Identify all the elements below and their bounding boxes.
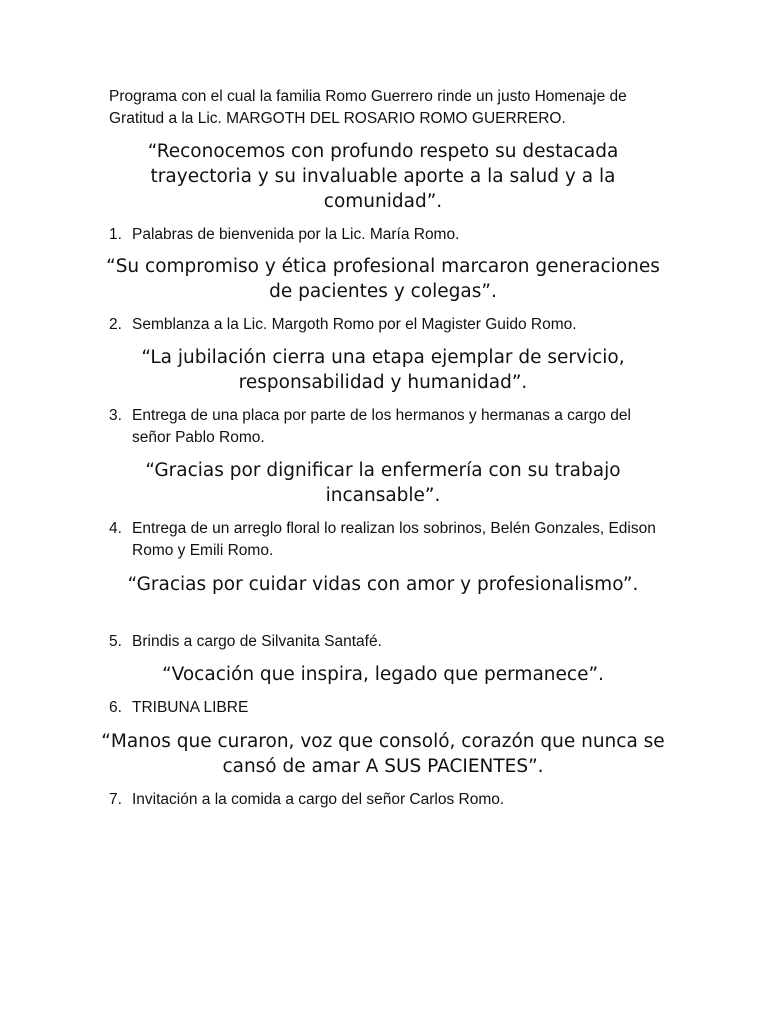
item-text: Entrega de un arreglo floral lo realizan los sobrinos, Belén Gonzales, Edison Romo y Emili Romo. — [132, 520, 656, 559]
item-number: 5. — [109, 633, 122, 650]
quote-3: “La jubilación cierra una etapa ejemplar de servicio, responsabilidad y humanidad”. — [141, 347, 625, 393]
program-item-4 — [109, 518, 669, 562]
item-text: Brindis a cargo de Silvanita Santafé. — [132, 633, 382, 650]
quote-2: “Su compromiso y ética profesional marcaron generaciones de pacientes y colegas”. — [106, 256, 660, 302]
item-number: 1. — [109, 226, 122, 243]
quote-5: “Gracias por cuidar vidas con amor y profesionalismo”. — [127, 574, 639, 595]
program-item-3 — [109, 405, 669, 449]
program-item-5 — [109, 631, 669, 653]
item-text: Semblanza a la Lic. Margoth Romo por el Magister Guido Romo. — [132, 316, 577, 333]
program-item-7 — [109, 789, 669, 811]
intro-paragraph: Programa con el cual la familia Romo Guerrero rinde un justo Homenaje de Gratitud a la Lic. MARGOTH DEL ROSARIO ROMO GUERRERO. — [109, 88, 627, 127]
item-number: 4. — [109, 520, 122, 537]
quote-6: “Vocación que inspira, legado que permanece”. — [162, 664, 604, 685]
quote-4: “Gracias por dignificar la enfermería con su trabajo incansable”. — [145, 460, 621, 506]
item-text: TRIBUNA LIBRE — [132, 699, 249, 716]
program-item-6 — [109, 697, 669, 719]
item-text: Invitación a la comida a cargo del señor Carlos Romo. — [132, 791, 505, 808]
item-number: 3. — [109, 407, 122, 424]
item-number: 7. — [109, 791, 122, 808]
quote-1: “Reconocemos con profundo respeto su destacada trayectoria y su invaluable aporte a la salud y a la comunidad”. — [147, 141, 619, 212]
program-item-2 — [109, 314, 669, 336]
item-number: 2. — [109, 316, 122, 333]
item-text: Palabras de bienvenida por la Lic. María Romo. — [132, 226, 460, 243]
program-item-1 — [109, 224, 669, 246]
item-number: 6. — [109, 699, 122, 716]
quote-7: “Manos que curaron, voz que consoló, corazón que nunca se cansó de amar A SUS PACIENTES”. — [101, 731, 665, 777]
item-text: Entrega de una placa por parte de los hermanos y hermanas a cargo del señor Pablo Romo. — [132, 407, 631, 446]
